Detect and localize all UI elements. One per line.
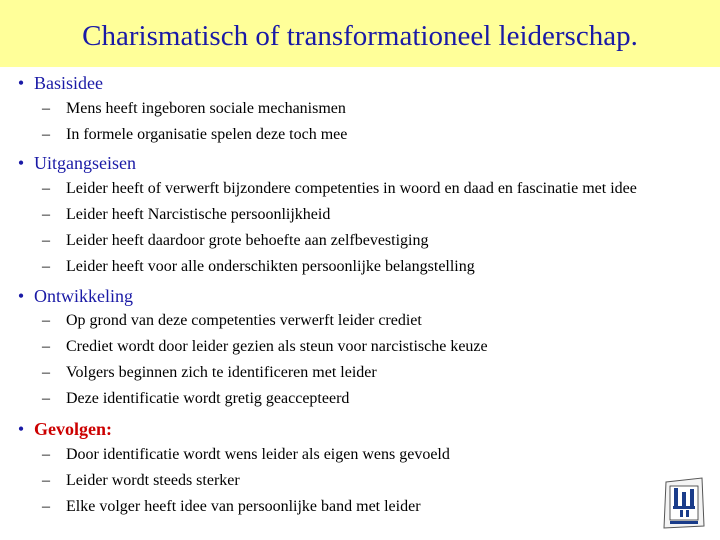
dash-icon: – — [42, 258, 50, 275]
sub-item-text: Deze identificatie wordt gretig geaccepteerd — [66, 390, 350, 407]
section-heading: Uitgangseisen — [34, 153, 136, 173]
sub-item-text: Leider heeft of verwerft bijzondere competenties in woord en daad en fascinatie met idee — [66, 180, 637, 197]
sub-item-text: Crediet wordt door leider gezien als steun voor narcistische keuze — [66, 338, 488, 355]
sub-item — [42, 364, 377, 382]
dash-icon: – — [42, 180, 50, 197]
logo-icon — [662, 476, 706, 530]
bullet-icon: • — [17, 153, 25, 173]
sub-item — [42, 100, 346, 118]
dash-icon: – — [42, 498, 50, 515]
sub-item-text: Leider heeft daardoor grote behoefte aan zelfbevestiging — [66, 232, 429, 249]
sub-item — [42, 472, 240, 490]
bullet-uitgangseisen — [8, 153, 136, 174]
bullet-ontwikkeling — [8, 286, 133, 307]
sub-item — [42, 312, 422, 330]
sub-item — [42, 258, 475, 276]
bullet-icon: • — [17, 286, 25, 306]
bullet-gevolgen — [8, 419, 112, 440]
section-heading: Basisidee — [34, 73, 103, 93]
dash-icon: – — [42, 338, 50, 355]
sub-item — [42, 338, 488, 356]
dash-icon: – — [42, 312, 50, 329]
slide-title: Charismatisch of transformationeel leiderschap. — [82, 20, 638, 52]
sub-item-text: Leider heeft Narcistische persoonlijkheid — [66, 206, 331, 223]
sub-item-text: In formele organisatie spelen deze toch mee — [66, 126, 348, 143]
sub-item-text: Leider heeft voor alle onderschikten persoonlijke belangstelling — [66, 258, 475, 275]
sub-item — [42, 390, 349, 408]
sub-item — [42, 232, 428, 250]
sub-item-text: Elke volger heeft idee van persoonlijke band met leider — [66, 498, 421, 515]
dash-icon: – — [42, 390, 50, 407]
bullet-icon: • — [17, 419, 25, 439]
sub-item — [42, 126, 347, 144]
sub-item-text: Mens heeft ingeboren sociale mechanismen — [66, 100, 346, 117]
dash-icon: – — [42, 126, 50, 143]
dash-icon: – — [42, 206, 50, 223]
section-heading: Gevolgen: — [34, 419, 112, 439]
dash-icon: – — [42, 232, 50, 249]
sub-item-text: Op grond van deze competenties verwerft leider crediet — [66, 312, 422, 329]
bullet-basisidee — [8, 73, 103, 94]
sub-item — [42, 498, 421, 516]
sub-item — [42, 446, 450, 464]
sub-item — [42, 206, 330, 224]
section-heading: Ontwikkeling — [34, 286, 133, 306]
bullet-icon: • — [17, 73, 25, 93]
dash-icon: – — [42, 100, 50, 117]
dash-icon: – — [42, 364, 50, 381]
sub-item-text: Door identificatie wordt wens leider als eigen wens gevoeld — [66, 446, 450, 463]
dash-icon: – — [42, 472, 50, 489]
sub-item-text: Volgers beginnen zich te identificeren met leider — [66, 364, 377, 381]
sub-item — [42, 180, 637, 198]
sub-item-text: Leider wordt steeds sterker — [66, 472, 240, 489]
dash-icon: – — [42, 446, 50, 463]
